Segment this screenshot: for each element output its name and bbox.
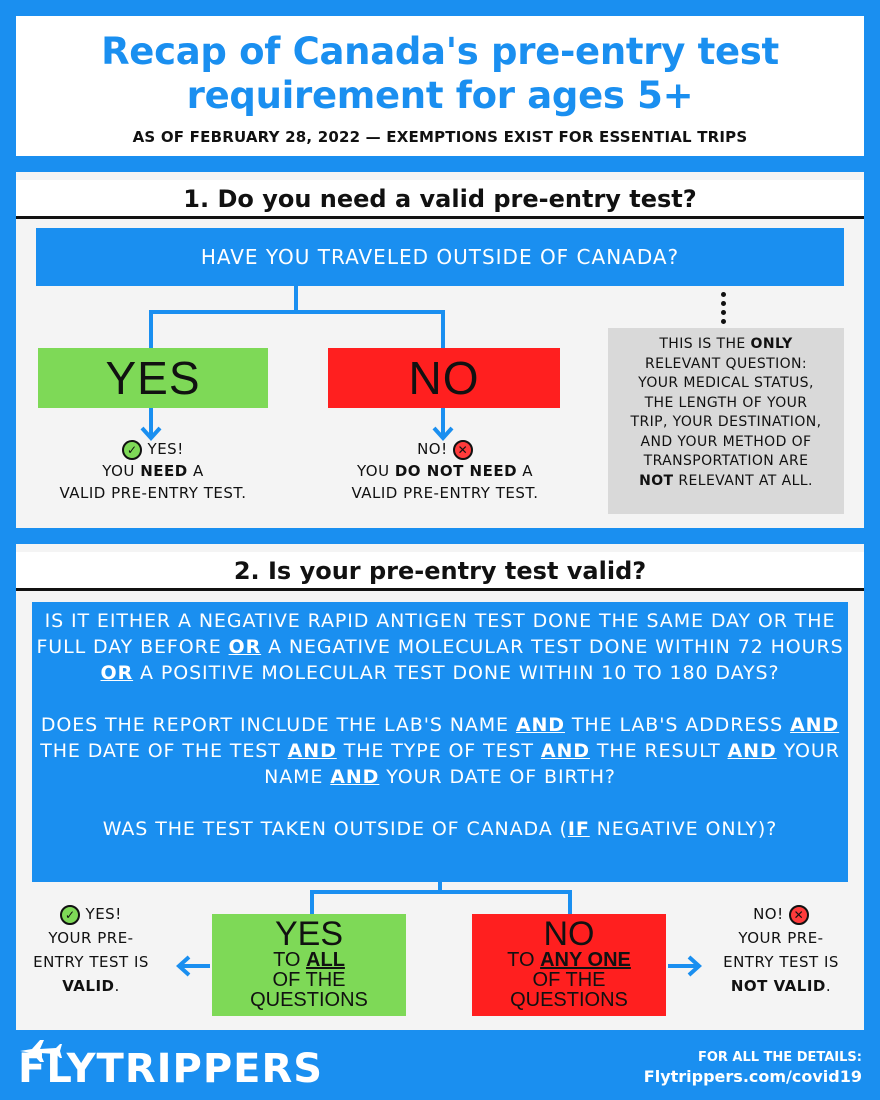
connector-line [568, 890, 572, 916]
connector-line [310, 890, 572, 894]
connector-line [438, 872, 442, 892]
details-label: FOR ALL THE DETAILS: [697, 1050, 862, 1065]
connector-line [149, 310, 153, 348]
section-2-heading: 2. Is your pre-entry test valid? [16, 552, 864, 590]
connector-line [310, 890, 314, 916]
section-2-panel [16, 544, 864, 1030]
arrow-down-icon [138, 408, 164, 442]
arrow-right-icon [666, 954, 702, 978]
section-1-divider [16, 216, 864, 219]
section-1-no-box: NO [328, 348, 560, 408]
page-subtitle: AS OF FEBRUARY 28, 2022 — EXEMPTIONS EXIST FOR ESSENTIAL TRIPS [132, 128, 748, 146]
section-1-yes-result: ✓ YES! YOU NEED A VALID PRE-ENTRY TEST. [59, 440, 247, 502]
section-2-questions [32, 602, 848, 882]
connector-line [294, 286, 298, 312]
page-title: Recap of Canada's pre-entry test requirement for ages 5+ [101, 30, 779, 117]
section-1-note: THIS IS THE ONLY RELEVANT QUESTION: YOUR MEDICAL STATUS, THE LENGTH OF YOUR TRIP, YOUR DESTINATION, AND YOUR METHOD OF TRANSPORTATION ARE NOT RELEVANT AT ALL. [608, 328, 844, 514]
check-circle-icon: ✓ [122, 440, 142, 460]
section-1-yes-box: YES [38, 348, 268, 408]
connector-line [149, 310, 445, 314]
check-circle-icon: ✓ [60, 905, 80, 925]
arrow-down-icon [430, 408, 456, 442]
question-test-location: WAS THE TEST TAKEN OUTSIDE OF CANADA (IF NEGATIVE ONLY)? [102, 818, 778, 840]
section-2-yes-box: YES TO ALL OF THE QUESTIONS [212, 914, 406, 1016]
dotted-connector [721, 292, 727, 328]
details-url[interactable]: Flytrippers.com/covid19 [643, 1067, 862, 1086]
footer-details [644, 1050, 862, 1086]
section-1-heading: 1. Do you need a valid pre-entry test? [16, 180, 864, 218]
x-circle-icon: ✕ [453, 440, 473, 460]
x-circle-icon: ✕ [789, 905, 809, 925]
section-2-yes-result: ✓ YES! YOUR PRE- ENTRY TEST IS VALID. [33, 905, 149, 995]
section-1-no-result: NO! ✕ YOU DO NOT NEED A VALID PRE-ENTRY TEST. [351, 440, 539, 502]
connector-line [441, 310, 445, 348]
arrow-left-icon [176, 954, 212, 978]
title-panel [16, 16, 864, 156]
question-test-type: IS IT EITHER A NEGATIVE RAPID ANTIGEN TEST DONE THE SAME DAY OR THE FULL DAY BEFORE OR A NEGATIVE MOLECULAR TEST DONE WITHIN 72 HOURS OR A POSITIVE MOLECULAR TEST DONE WITHIN 10 TO 180 DAYS? [36, 610, 844, 684]
section-2-divider [16, 588, 864, 591]
brand-logo: FLYTRIPPERS [18, 1046, 324, 1092]
section-1-panel [16, 172, 864, 528]
section-2-no-result: NO! ✕ YOUR PRE- ENTRY TEST IS NOT VALID. [723, 905, 839, 995]
section-1-question: HAVE YOU TRAVELED OUTSIDE OF CANADA? [36, 228, 844, 286]
section-2-no-box: NO TO ANY ONE OF THE QUESTIONS [472, 914, 666, 1016]
question-report-content: DOES THE REPORT INCLUDE THE LAB'S NAME AND THE LAB'S ADDRESS AND THE DATE OF THE TEST AND THE TYPE OF TEST AND THE RESULT AND YOUR NAME AND YOUR DATE OF BIRTH? [40, 714, 840, 788]
